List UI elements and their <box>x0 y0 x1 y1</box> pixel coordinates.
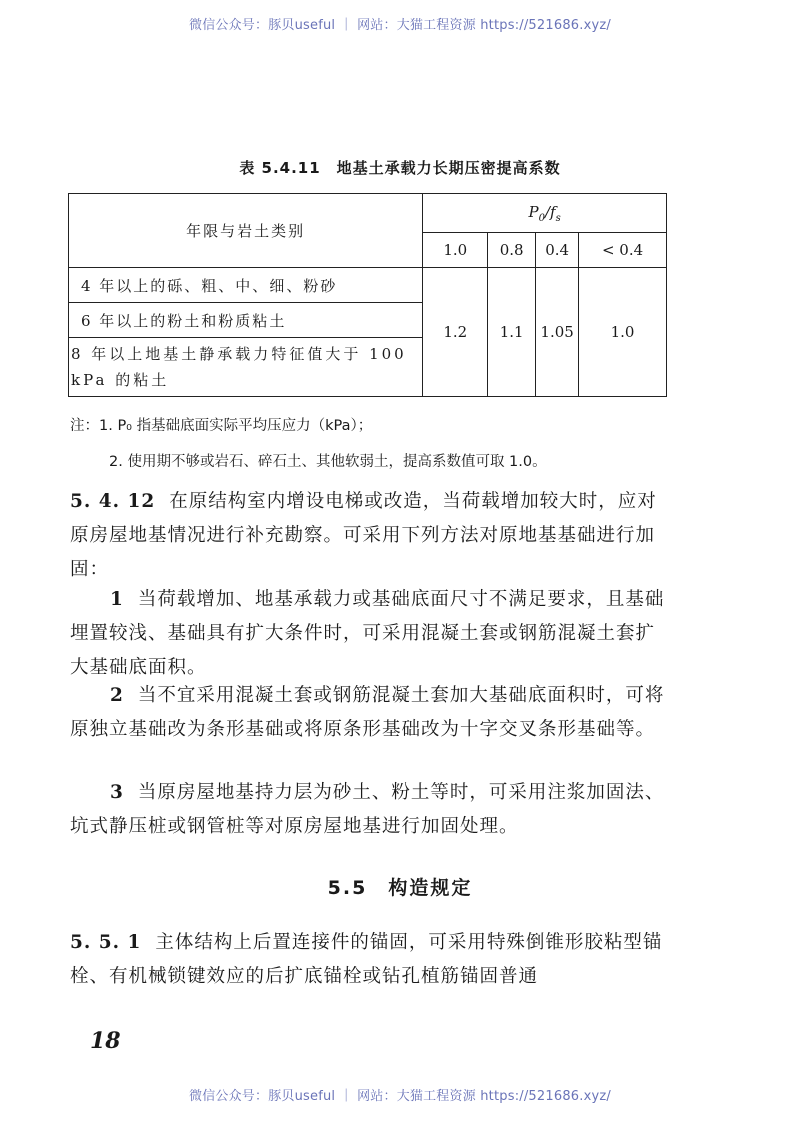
clause-5-4-12 <box>70 485 670 587</box>
row-label: 6 年以上的粉土和粉质粘土 <box>69 303 423 338</box>
section-heading: 5.5 构造规定 <box>327 877 473 899</box>
item-text: 当荷载增加、地基承载力或基础底面尺寸不满足要求，且基础埋置较浅、基础具有扩大条件时，可采用混凝土套或钢筋混凝土套扩大基础底面积。 <box>70 589 665 678</box>
column-header: 0.4 <box>536 233 579 268</box>
table-note-1: 注：1. P₀ 指基础底面实际平均压应力（kPa）； <box>70 418 373 434</box>
value-cell: 1.2 <box>423 268 488 397</box>
item-number: 3 <box>110 782 124 803</box>
column-header: < 0.4 <box>579 233 667 268</box>
table-note-2: 2. 使用期不够或岩石、碎石土、其他软弱土，提高系数值可取 1.0。 <box>109 454 547 470</box>
column-header: 0.8 <box>488 233 536 268</box>
table-title: 表 5.4.11 地基土承载力长期压密提高系数 <box>239 159 561 177</box>
value-cell: 1.05 <box>536 268 579 397</box>
row-label: 4 年以上的砾、粗、中、细、粉砂 <box>69 268 423 303</box>
value-cell: 1.0 <box>579 268 667 397</box>
clause-text: 在原结构室内增设电梯或改造，当荷载增加较大时，应对原房屋地基情况进行补充勘察。可采用下列方法对原地基基础进行加固： <box>70 491 657 580</box>
value-cell: 1.1 <box>488 268 536 397</box>
watermark-bottom: 微信公众号：豚贝useful ｜ 网站：大猫工程资源 https://521686.xyz/ <box>189 1089 611 1104</box>
clause-number: 5. 4. 12 <box>70 491 156 512</box>
header-category: 年限与岩土类别 <box>69 194 423 268</box>
clause-text: 主体结构上后置连接件的锚固，可采用特殊倒锥形胶粘型锚栓、有机械锁键效应的后扩底锚栓或钻孔植筋锚固普通 <box>70 932 663 987</box>
header-ratio <box>423 194 667 233</box>
clause-item-2 <box>70 679 670 747</box>
row-label: 8 年以上地基土静承载力特征值大于 100 kPa 的粘土 <box>69 338 423 397</box>
column-header: 1.0 <box>423 233 488 268</box>
clause-number: 5. 5. 1 <box>70 932 142 953</box>
watermark-top: 微信公众号：豚贝useful ｜ 网站：大猫工程资源 https://521686.xyz/ <box>189 18 611 33</box>
clause-5-5-1 <box>70 926 670 994</box>
coefficient-table <box>68 193 667 397</box>
clause-item-3 <box>70 776 670 844</box>
item-text: 当原房屋地基持力层为砂土、粉土等时，可采用注浆加固法、坑式静压桩或钢管桩等对原房屋地基进行加固处理。 <box>70 782 665 837</box>
ratio-symbol: $P_0/f_s$ <box>528 202 561 224</box>
item-number: 2 <box>110 685 124 706</box>
page-number: 18 <box>90 1028 121 1054</box>
item-number: 1 <box>110 589 124 610</box>
item-text: 当不宜采用混凝土套或钢筋混凝土套加大基础底面积时，可将原独立基础改为条形基础或将原条形基础改为十字交叉条形基础等。 <box>70 685 665 740</box>
clause-item-1 <box>70 583 670 685</box>
